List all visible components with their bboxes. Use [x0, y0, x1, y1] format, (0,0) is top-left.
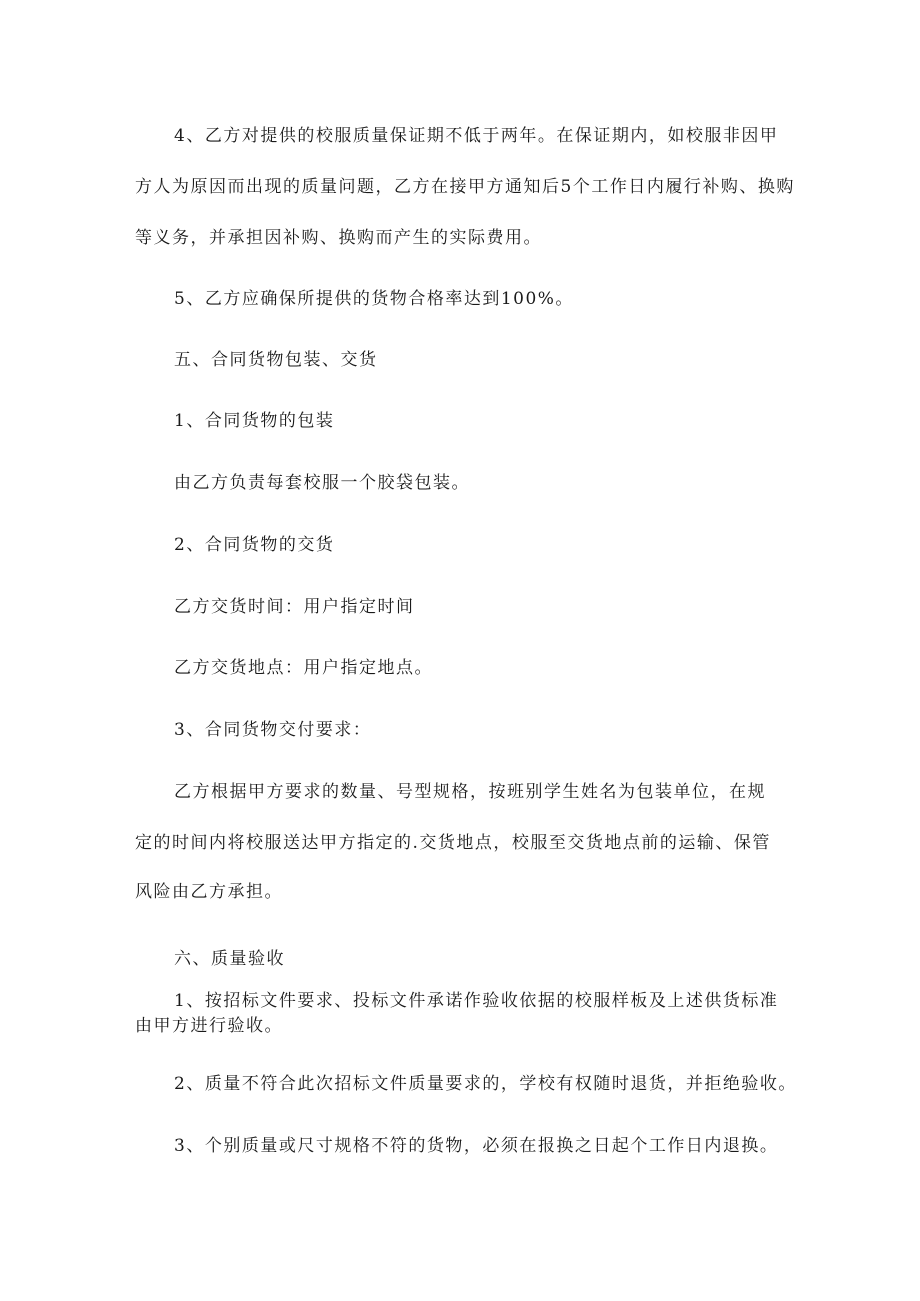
- delivery-requirements-line-1: 乙方根据甲方要求的数量、号型规格，按班别学生姓名为包装单位，在规: [174, 782, 766, 802]
- section-5-heading: 五、合同货物包装、交货: [174, 350, 378, 370]
- inspection-1-line-1: 1、按招标文件要求、投标文件承诺作验收依据的校服样板及上述供货标准: [174, 991, 779, 1011]
- clause-4-line-1: 4、乙方对提供的校服质量保证期不低于两年。在保证期内，如校服非因甲: [174, 126, 779, 146]
- inspection-3: 3、个别质量或尺寸规格不符的货物，必须在报换之日起个工作日内退换。: [174, 1136, 779, 1156]
- subsection-1-heading: 1、合同货物的包装: [174, 411, 335, 431]
- subsection-3-heading: 3、合同货物交付要求：: [174, 720, 372, 740]
- clause-5: 5、乙方应确保所提供的货物合格率达到100%。: [174, 289, 574, 309]
- inspection-1-line-2: 由甲方进行验收。: [135, 1016, 283, 1036]
- clause-4-line-2: 方人为原因而出现的质量问题，乙方在接甲方通知后5个工作日内履行补购、换购: [135, 177, 795, 197]
- delivery-time: 乙方交货时间：用户指定时间: [174, 597, 415, 617]
- section-6-heading: 六、质量验收: [174, 949, 285, 969]
- subsection-2-heading: 2、合同货物的交货: [174, 535, 335, 555]
- clause-4-line-3: 等义务，并承担因补购、换购而产生的实际费用。: [135, 228, 542, 248]
- inspection-2: 2、质量不符合此次招标文件质量要求的，学校有权随时退货，并拒绝验收。: [174, 1074, 797, 1094]
- delivery-requirements-line-3: 风险由乙方承担。: [135, 882, 283, 902]
- packaging-text: 由乙方负责每套校服一个胶袋包装。: [174, 473, 470, 493]
- delivery-location: 乙方交货地点：用户指定地点。: [174, 658, 433, 678]
- delivery-requirements-line-2: 定的时间内将校服送达甲方指定的.交货地点，校服至交货地点前的运输、保管: [135, 833, 771, 853]
